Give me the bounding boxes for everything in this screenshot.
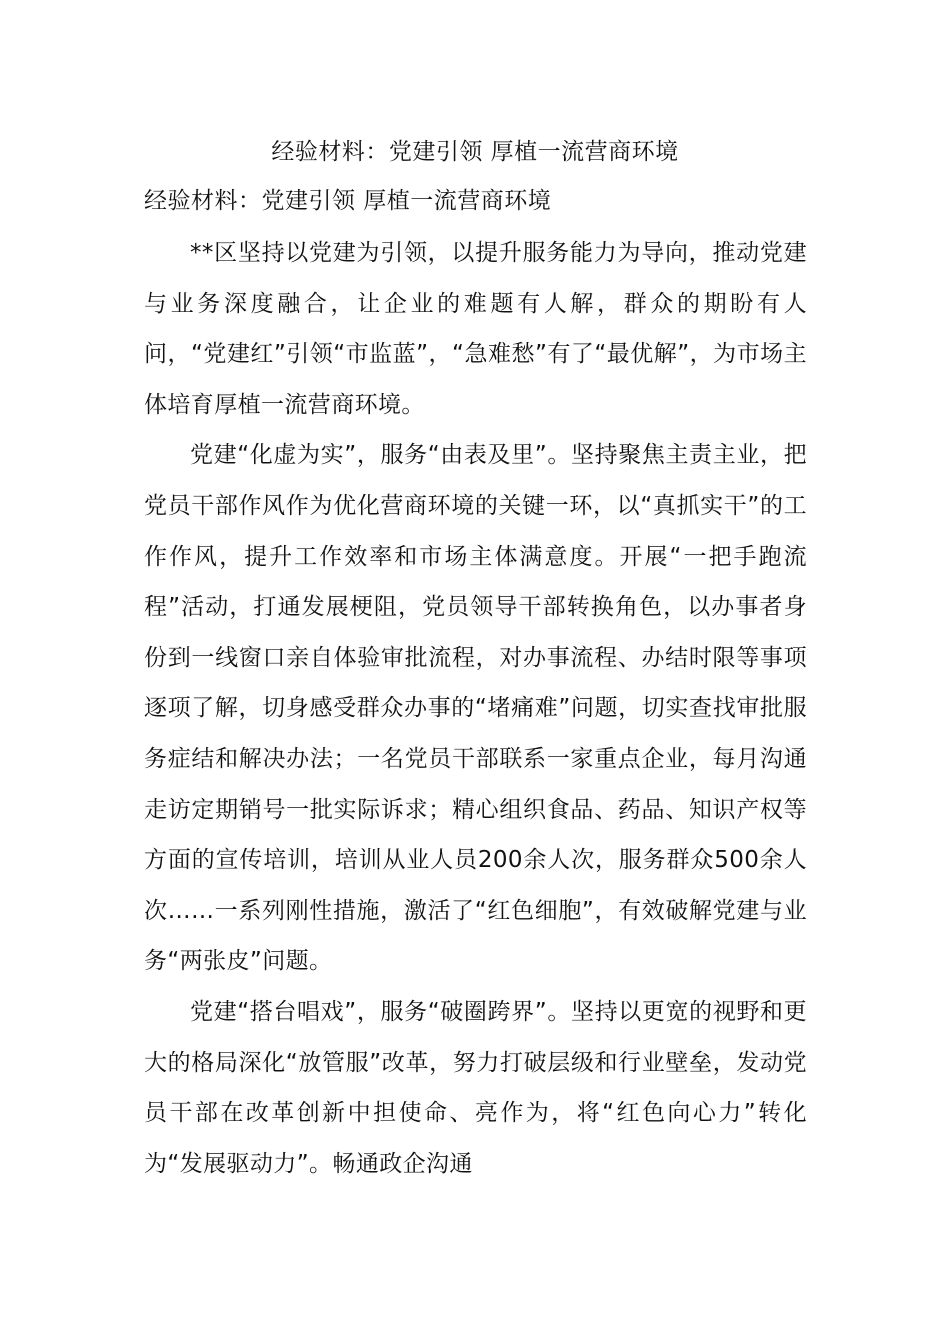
document-subtitle: 经验材料：党建引领 厚植一流营商环境 [144, 188, 552, 214]
paragraph-intro: **区坚持以党建为引领，以提升服务能力为导向，推动党建与业务深度融合，让企业的难题有人解，群众的期盼有人问，“党建红”引领“市监蓝”，“急难愁”有了“最优解”，为市场主体培育厚植一流营商环境。 [144, 240, 807, 418]
paragraph-reform: 党建“搭台唱戏”，服务“破圈跨界”。坚持以更宽的视野和更大的格局深化“放管服”改革，努力打破层级和行业壁垒，发动党员干部在改革创新中担使命、亮作为，将“红色向心力”转化为“发展驱动力”。畅通政企沟通 [144, 998, 807, 1177]
document-body [144, 228, 807, 1189]
document-title: 经验材料：党建引领 厚植一流营商环境 [271, 139, 679, 165]
paragraph-practice: 党建“化虚为实”，服务“由表及里”。坚持聚焦主责主业，把党员干部作风作为优化营商环境的关键一环，以“真抓实干”的工作作风，提升工作效率和市场主体满意度。开展“一把手跑流程”活动，打通发展梗阻，党员领导干部转换角色，以办事者身份到一线窗口亲自体验审批流程，对办事流程、办结时限等事项逐项了解，切身感受群众办事的“堵痛难”问题，切实查找审批服务症结和解决办法；一名党员干部联系一家重点企业，每月沟通走访定期销号一批实际诉求；精心组织食品、药品、知识产权等方面的宣传培训，培训从业人员200余人次，服务群众500余人次……一系列刚性措施，激活了“红色细胞”，有效破解党建与业务“两张皮”问题。 [144, 442, 807, 975]
